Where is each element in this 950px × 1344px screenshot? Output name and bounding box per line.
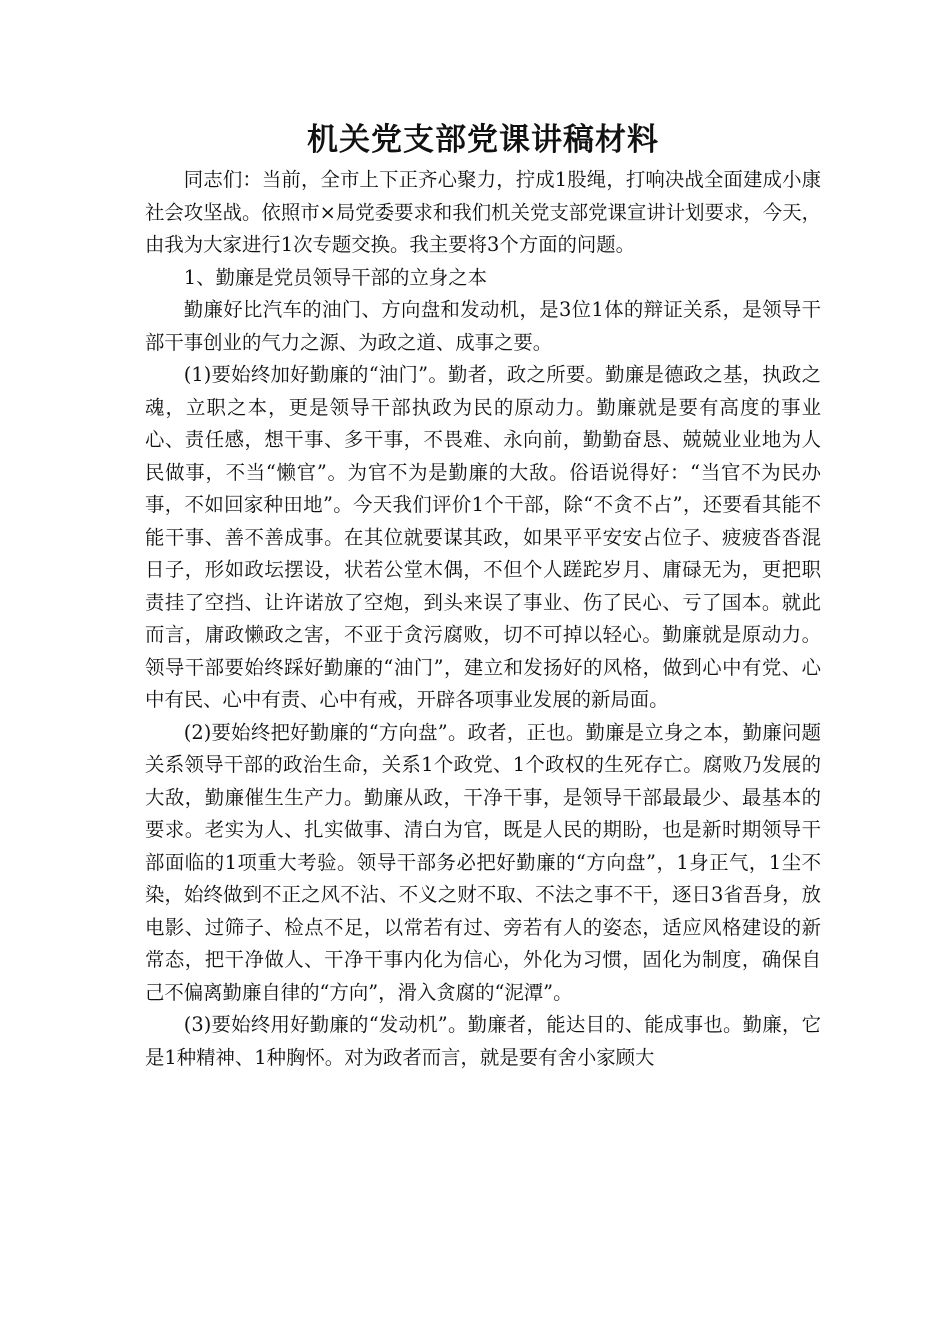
body-paragraph: (1)要始终加好勤廉的“油门”。勤者，政之所要。勤廉是德政之基，执政之魂，立职之本，更是领导干部执政为民的原动力。勤廉就是要有高度的事业心、责任感，想干事、多干事，不畏难、永向前，勤勤奋恳、兢兢业业地为人民做事，不当“懒官”。为官不为是勤廉的大敌。俗语说得好：“当官不为民办事，不如回家种田地”。今天我们评价1个干部，除“不贪不占”，还要看其能不能干事、善不善成事。在其位就要谋其政，如果平平安安占位子、疲疲沓沓混日子，形如政坛摆设，状若公堂木偶，不但个人蹉跎岁月、庸碌无为，更把职责挂了空挡、让许诺放了空炮，到头来误了事业、伤了民心、亏了国本。就此而言，庸政懒政之害，不亚于贪污腐败，切不可掉以轻心。勤廉就是原动力。领导干部要始终踩好勤廉的“油门”，建立和发扬好的风格，做到心中有党、心中有民、心中有责、心中有戒，开辟各项事业发展的新局面。 (145, 363, 821, 711)
body-paragraph: (3)要始终用好勤廉的“发动机”。勤廉者，能达目的、能成事也。勤廉，它是1种精神、1种胸怀。对为政者而言，就是要有舍小家顾大 (145, 1013, 821, 1069)
body-paragraph: (2)要始终把好勤廉的“方向盘”。政者，正也。勤廉是立身之本，勤廉问题关系领导干部的政治生命，关系1个政党、1个政权的生死存亡。腐败乃发展的大敌，勤廉催生生产力。勤廉从政，干净干事，是领导干部最最少、最基本的要求。老实为人、扎实做事、清白为官，既是人民的期盼，也是新时期领导干部面临的1项重大考验。领导干部务必把好勤廉的“方向盘”，1身正气，1尘不染，始终做到不正之风不沾、不义之财不取、不法之事不干，逐日3省吾身，放电影、过筛子、检点不足，以常若有过、旁若有人的姿态，适应风格建设的新常态，把干净做人、干净干事内化为信心，外化为习惯，固化为制度，确保自己不偏离勤廉自律的“方向”，滑入贪腐的“泥潭”。 (145, 720, 821, 1004)
intro-paragraph: 同志们：当前，全市上下正齐心聚力，拧成1股绳，打响决战全面建成小康社会攻坚战。依照市×局党委要求和我们机关党支部党课宣讲计划要求，今天，由我为大家进行1次专题交换。我主要将3个方面的问题。 (145, 168, 821, 256)
document-page (145, 112, 821, 1074)
section-heading-1: 1、勤廉是党员领导干部的立身之本 (183, 265, 487, 289)
document-title: 机关党支部党课讲稿材料 (307, 122, 659, 158)
body-paragraph: 勤廉好比汽车的油门、方向盘和发动机，是3位1体的辩证关系，是领导干部干事创业的气力之源、为政之道、成事之要。 (145, 298, 821, 354)
